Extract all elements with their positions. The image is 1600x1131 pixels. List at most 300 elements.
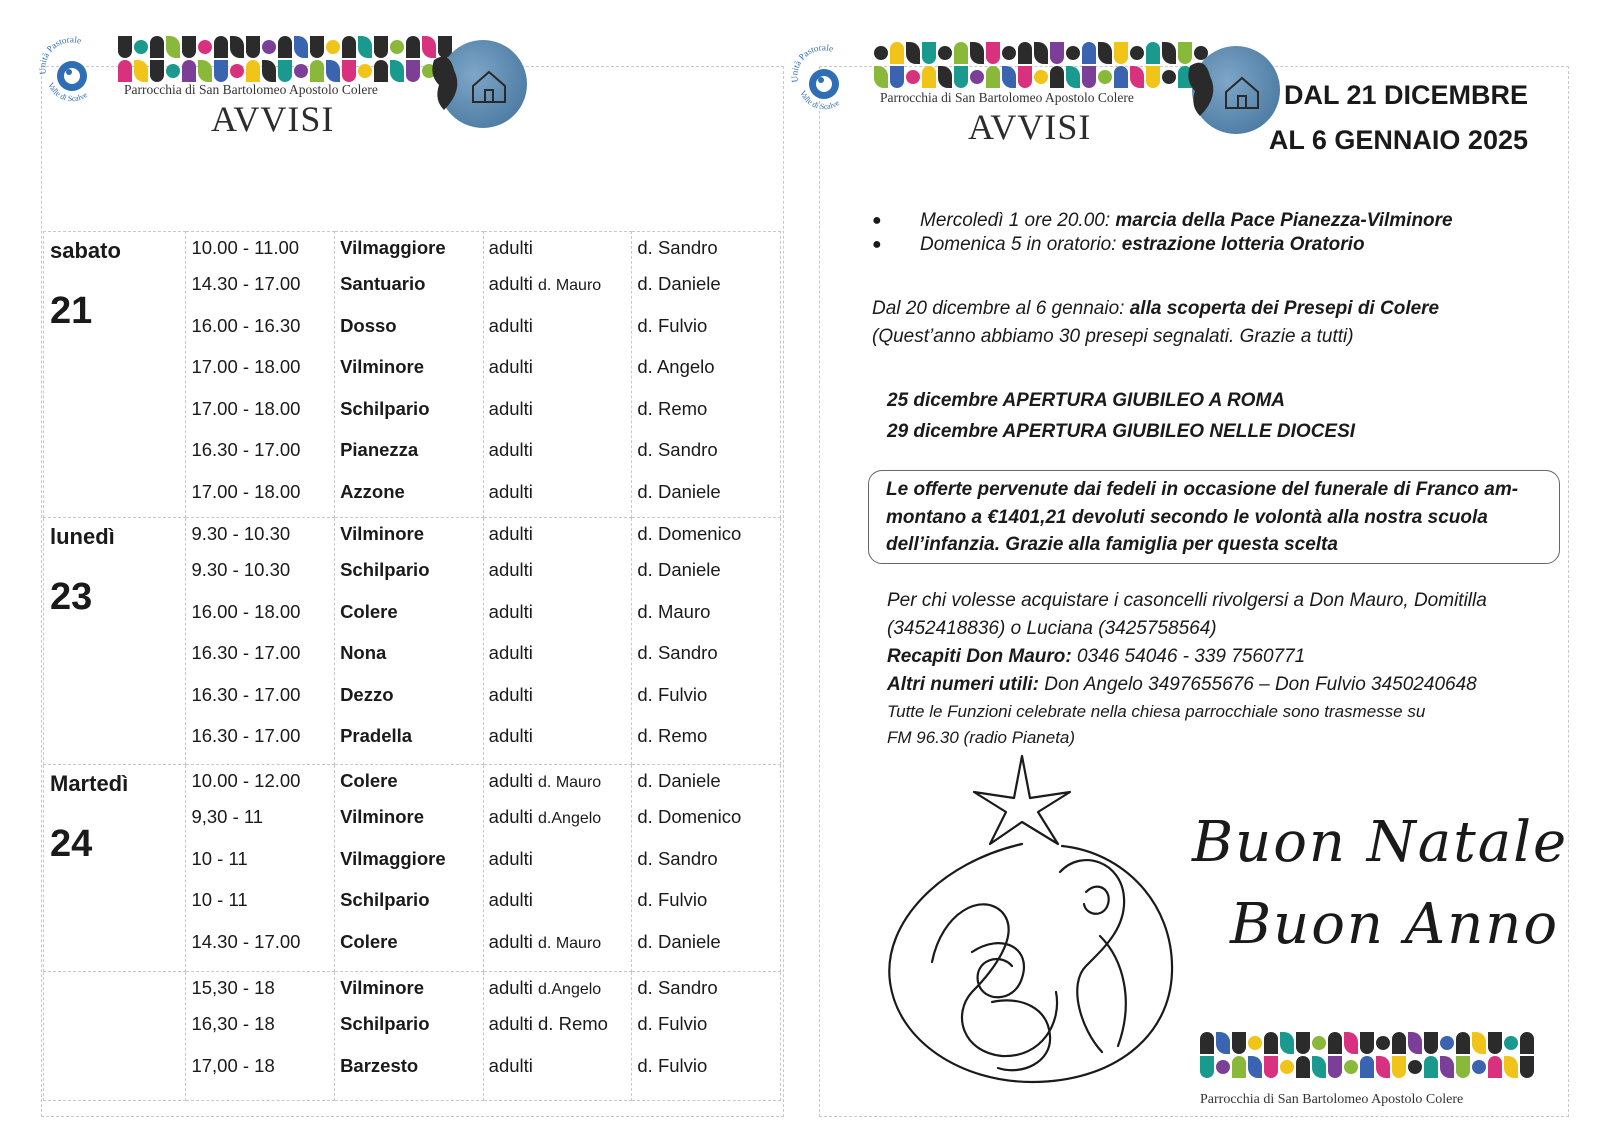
schedule-priest xyxy=(632,434,780,476)
notice-bullet-1-plain: Mercoledì 1 ore 20.00: xyxy=(920,210,1116,231)
pattern-tile xyxy=(262,60,276,82)
schedule-group-text: adulti xyxy=(488,480,533,502)
pattern-tile xyxy=(134,60,148,82)
schedule-place-text: Dosso xyxy=(340,314,397,336)
schedule-place-text: Vilminore xyxy=(340,523,425,544)
schedule-place xyxy=(335,393,483,435)
schedule-group xyxy=(484,765,632,801)
schedule-priest-text: d. Angelo xyxy=(637,356,715,377)
schedule-group xyxy=(484,476,632,518)
schedule-priest-text: d. Fulvio xyxy=(637,683,708,705)
pattern-tile xyxy=(1520,1032,1534,1054)
schedule-group xyxy=(484,720,632,762)
pattern-tile xyxy=(922,66,936,88)
schedule-place xyxy=(335,268,483,310)
schedule-priest-text: d. Fulvio xyxy=(637,1013,708,1034)
pattern-tile xyxy=(1248,1056,1262,1078)
pattern-tile xyxy=(1114,66,1128,88)
schedule-time xyxy=(186,884,334,926)
pattern-tile xyxy=(1146,42,1160,64)
schedule-time-text: 10 - 11 xyxy=(191,889,248,910)
schedule-group xyxy=(484,801,632,843)
schedule-day-row xyxy=(44,232,781,518)
schedule-priest xyxy=(632,1008,780,1050)
pattern-tile xyxy=(150,36,164,58)
schedule-group xyxy=(484,884,632,926)
schedule-priest-text: d. Sandro xyxy=(637,642,718,663)
schedule-priest xyxy=(632,554,780,596)
pattern-tile xyxy=(1162,70,1176,84)
schedule-place xyxy=(335,351,483,393)
pattern-tile xyxy=(246,36,260,58)
pattern-tile xyxy=(1440,1056,1454,1078)
schedule-priest-text: d. Fulvio xyxy=(637,1054,708,1076)
pattern-tile xyxy=(326,40,340,54)
schedule-priest xyxy=(632,596,780,638)
schedule-priest-text: d. Fulvio xyxy=(637,889,708,910)
pattern-tile xyxy=(1130,46,1144,60)
pattern-tile xyxy=(118,60,132,82)
schedule-time xyxy=(186,434,334,476)
footer-parish-name: Parrocchia di San Bartolomeo Apostolo Colere xyxy=(1200,1092,1464,1107)
schedule-time xyxy=(186,720,334,762)
pattern-tile xyxy=(1248,1036,1262,1050)
schedule-priest xyxy=(632,679,780,721)
pattern-tile xyxy=(166,64,180,78)
pattern-tile xyxy=(1066,66,1080,88)
schedule-group-text: adulti xyxy=(488,930,533,952)
schedule-priest xyxy=(632,518,780,554)
schedule-place-text: Vilminore xyxy=(340,806,425,827)
giubileo-diocesi xyxy=(887,421,1355,443)
pattern-tile xyxy=(182,36,196,58)
pattern-tile xyxy=(1050,66,1064,88)
pattern-tile xyxy=(246,60,260,82)
schedule-time xyxy=(186,554,334,596)
pattern-tile xyxy=(1408,1060,1422,1074)
schedule-time xyxy=(186,1008,334,1050)
pattern-tile xyxy=(874,46,888,60)
pattern-tile xyxy=(1504,1056,1518,1078)
schedule-group xyxy=(484,310,632,352)
schedule-priest-text: d. Domenico xyxy=(637,523,742,544)
schedule-group xyxy=(484,596,632,638)
schedule-time xyxy=(186,765,334,801)
pattern-tile xyxy=(118,36,132,58)
schedule-day-row xyxy=(44,765,781,972)
schedule-time xyxy=(186,637,334,679)
pattern-tile xyxy=(1312,1036,1326,1050)
schedule-place-text: Dezzo xyxy=(340,683,394,705)
pattern-tile xyxy=(1440,1036,1454,1050)
schedule-day-row xyxy=(44,518,781,765)
pattern-row xyxy=(118,60,458,82)
schedule-time xyxy=(186,393,334,435)
schedule-place-text: Pianezza xyxy=(340,439,419,460)
schedule-group-note: d. Mauro xyxy=(538,277,602,294)
pattern-tile xyxy=(1082,66,1096,88)
pattern-tile xyxy=(1472,1032,1486,1054)
schedule-time xyxy=(186,310,334,352)
footer-pattern xyxy=(1200,1032,1536,1078)
pattern-tile xyxy=(134,40,148,54)
pattern-tile xyxy=(1344,1060,1358,1074)
pattern-tile xyxy=(390,40,404,54)
pattern-tile xyxy=(874,66,888,88)
pattern-row xyxy=(118,36,458,58)
giubileo-roma xyxy=(887,390,1285,412)
offer-line-3: dell’infanzia. Grazie alla famiglia per questa scelta xyxy=(886,534,1338,555)
pattern-tile xyxy=(1232,1056,1246,1078)
schedule-priest xyxy=(632,843,780,885)
schedule-group-text: adulti d. Remo xyxy=(488,1013,608,1034)
pattern-tile xyxy=(294,36,308,58)
pattern-tile xyxy=(1082,42,1096,64)
recapiti-label: Recapiti Don Mauro: xyxy=(887,646,1072,667)
schedule-place xyxy=(335,1008,483,1050)
schedule-priest-text: d. Fulvio xyxy=(637,314,708,336)
pattern-tile xyxy=(326,60,340,82)
schedule-place-text: Azzone xyxy=(340,480,405,502)
schedule-time xyxy=(186,232,334,268)
schedule-time-text: 17.00 - 18.00 xyxy=(191,356,301,377)
schedule-place xyxy=(335,637,483,679)
pattern-tile xyxy=(1034,42,1048,64)
pattern-tile xyxy=(230,64,244,78)
pattern-tile xyxy=(166,36,180,58)
pattern-tile xyxy=(150,60,164,82)
day-cell xyxy=(44,765,186,972)
pattern-tile xyxy=(358,36,372,58)
schedule-priest-text: d. Remo xyxy=(637,397,708,419)
day-number: 24 xyxy=(50,823,93,865)
schedule-place xyxy=(335,554,483,596)
recapiti-value: 0346 54046 - 339 7560771 xyxy=(1071,646,1306,667)
day-cell xyxy=(44,972,186,1101)
schedule-place xyxy=(335,884,483,926)
day-number: 21 xyxy=(50,290,93,332)
pattern-tile xyxy=(1034,70,1048,84)
offer-line-2: montano a €1401,21 devoluti secondo le volontà alla nostra scuola xyxy=(886,506,1488,528)
schedule-group-text: adulti xyxy=(488,1054,533,1076)
pattern-row xyxy=(1200,1032,1536,1054)
schedule-priest xyxy=(632,801,780,843)
pattern-tile xyxy=(890,66,904,88)
schedule-time-text: 10.00 - 11.00 xyxy=(191,237,300,258)
schedule-place xyxy=(335,434,483,476)
notice-bullet-2 xyxy=(920,234,1365,256)
schedule-time xyxy=(186,679,334,721)
pattern-tile xyxy=(182,60,196,82)
schedule-group-text: adulti xyxy=(488,559,533,580)
group-column-cell xyxy=(483,972,632,1101)
pattern-tile xyxy=(1504,1036,1518,1050)
pattern-tile xyxy=(1360,1032,1374,1054)
logo-arc-bottom-right: Valle di Scalve xyxy=(798,89,841,112)
schedule-time-text: 9.30 - 10.30 xyxy=(191,523,291,544)
schedule-priest-text: d. Daniele xyxy=(637,273,721,294)
schedule-group-text: adulti xyxy=(488,847,533,869)
schedule-time xyxy=(186,476,334,518)
schedule-time xyxy=(186,1050,334,1092)
left-header-pattern xyxy=(118,36,458,82)
pattern-tile xyxy=(1328,1056,1342,1078)
pattern-tile xyxy=(906,42,920,64)
schedule-place-text: Colere xyxy=(340,930,398,952)
pattern-tile xyxy=(374,60,388,82)
schedule-place-text: Schilpario xyxy=(340,889,430,910)
presepi-plain: Dal 20 dicembre al 6 gennaio: xyxy=(872,298,1130,319)
pattern-tile xyxy=(1066,46,1080,60)
schedule-priest-text: d. Sandro xyxy=(637,847,718,869)
schedule-group xyxy=(484,1008,632,1050)
presepi-note: (Quest’anno abbiamo 30 presepi segnalati. Grazie a tutti) xyxy=(872,326,1354,347)
schedule-place-text: Nona xyxy=(340,642,387,663)
schedule-place xyxy=(335,765,483,801)
schedule-place xyxy=(335,310,483,352)
radio-line-2: FM 96.30 (radio Pianeta) xyxy=(887,728,1076,747)
place-column-cell xyxy=(335,765,484,972)
schedule-time-text: 16,30 - 18 xyxy=(191,1013,275,1034)
pattern-tile xyxy=(1098,42,1112,64)
schedule-place-text: Schilpario xyxy=(340,397,430,419)
schedule-priest-text: d. Daniele xyxy=(637,480,721,502)
pattern-tile xyxy=(986,42,1000,64)
pattern-tile xyxy=(406,36,420,58)
unita-pastorale-logo-icon-right xyxy=(788,44,858,114)
schedule-place xyxy=(335,926,483,968)
logo-arc-bottom: Valle di Scalve xyxy=(46,81,89,104)
schedule-group xyxy=(484,554,632,596)
schedule-group-text: adulti xyxy=(488,725,533,746)
pattern-tile xyxy=(198,40,212,54)
pattern-tile xyxy=(1312,1056,1326,1078)
schedule-place-text: Colere xyxy=(340,770,398,791)
schedule-time xyxy=(186,972,334,1008)
recapiti-don-mauro xyxy=(887,646,1305,668)
schedule-time xyxy=(186,268,334,310)
pattern-tile xyxy=(970,42,984,64)
schedule-group xyxy=(484,637,632,679)
schedule-time-text: 14.30 - 17.00 xyxy=(191,930,301,952)
schedule-group xyxy=(484,679,632,721)
pattern-tile xyxy=(1376,1036,1390,1050)
schedule-group xyxy=(484,1050,632,1092)
pattern-row xyxy=(874,42,1214,64)
pattern-tile xyxy=(262,40,276,54)
schedule-time-text: 14.30 - 17.00 xyxy=(191,273,301,294)
schedule-group-note: d.Angelo xyxy=(538,810,602,827)
priest-column-cell xyxy=(632,232,781,518)
schedule-group-text: adulti xyxy=(488,273,533,294)
pattern-tile xyxy=(1098,70,1112,84)
schedule-time-text: 17.00 - 18.00 xyxy=(191,397,301,419)
pattern-tile xyxy=(1216,1032,1230,1054)
pattern-tile xyxy=(1360,1056,1374,1078)
right-parish-name: Parrocchia di San Bartolomeo Apostolo Colere xyxy=(880,90,1134,105)
pattern-tile xyxy=(342,60,356,82)
schedule-time-text: 16.30 - 17.00 xyxy=(191,439,301,460)
date-range-line2: AL 6 GENNAIO 2025 xyxy=(1268,125,1528,155)
schedule-place-text: Vilminore xyxy=(340,356,425,377)
pattern-tile xyxy=(230,36,244,58)
pattern-tile xyxy=(1114,42,1128,64)
bullet-dot-1: ● xyxy=(872,212,882,229)
time-column-cell xyxy=(186,972,335,1101)
schedule-place-text: Santuario xyxy=(340,273,426,294)
pattern-tile xyxy=(198,60,212,82)
logo-arc-top-right: Unità Pastorale xyxy=(789,44,835,83)
pattern-tile xyxy=(1264,1056,1278,1078)
schedule-priest xyxy=(632,310,780,352)
pattern-tile xyxy=(1392,1056,1406,1078)
schedule-place xyxy=(335,476,483,518)
bullet-dot-2: ● xyxy=(872,236,882,253)
altri-numeri xyxy=(887,674,1477,696)
schedule-priest-text: d. Sandro xyxy=(637,977,718,998)
schedule-time xyxy=(186,926,334,968)
time-column-cell xyxy=(186,765,335,972)
schedule-group xyxy=(484,268,632,310)
pattern-tile xyxy=(906,70,920,84)
pattern-tile xyxy=(1424,1056,1438,1078)
schedule-group-text: adulti xyxy=(488,523,533,544)
schedule-group-text: adulti xyxy=(488,806,533,827)
pattern-tile xyxy=(1050,42,1064,64)
pattern-tile xyxy=(954,42,968,64)
pattern-tile xyxy=(1002,66,1016,88)
pattern-tile xyxy=(1408,1032,1422,1054)
pattern-tile xyxy=(1376,1056,1390,1078)
schedule-group-text: adulti xyxy=(488,889,533,910)
group-column-cell xyxy=(483,518,632,765)
schedule-priest xyxy=(632,351,780,393)
schedule-group-text: adulti xyxy=(488,642,533,663)
pattern-tile xyxy=(342,36,356,58)
pattern-tile xyxy=(1018,42,1032,64)
pattern-tile xyxy=(1456,1032,1470,1054)
day-name: lunedì xyxy=(50,524,115,549)
schedule-group-text: adulti xyxy=(488,439,533,460)
schedule-time-text: 15,30 - 18 xyxy=(191,977,275,998)
schedule-priest-text: d. Domenico xyxy=(637,806,742,827)
place-column-cell xyxy=(335,232,484,518)
priest-column-cell xyxy=(632,518,781,765)
presepi-bold: alla scoperta dei Presepi di Colere xyxy=(1129,298,1440,319)
pattern-tile xyxy=(1456,1056,1470,1078)
pattern-tile xyxy=(1328,1032,1342,1054)
schedule-priest xyxy=(632,393,780,435)
pattern-tile xyxy=(1488,1032,1502,1054)
schedule-group xyxy=(484,393,632,435)
schedule-time-text: 16.30 - 17.00 xyxy=(191,683,301,705)
unita-pastorale-logo-icon xyxy=(36,36,106,106)
schedule-group-note: d. Mauro xyxy=(538,934,602,952)
pattern-tile xyxy=(954,66,968,88)
priest-column-cell xyxy=(632,972,781,1101)
schedule-time-text: 16.30 - 17.00 xyxy=(191,725,301,746)
schedule-place-text: Vilmaggiore xyxy=(340,847,446,869)
offer-text xyxy=(886,476,1546,559)
day-cell xyxy=(44,518,186,765)
schedule-place-text: Pradella xyxy=(340,725,413,746)
pattern-tile xyxy=(1264,1032,1278,1054)
pattern-tile xyxy=(938,66,952,88)
pattern-tile xyxy=(214,36,228,58)
greeting-buon-anno: Buon Anno xyxy=(1230,892,1560,957)
day-name: Martedì xyxy=(50,771,129,796)
notice-bullet-1-bold: marcia della Pace Pianezza-Vilminore xyxy=(1115,210,1453,231)
schedule-priest xyxy=(632,268,780,310)
pattern-tile xyxy=(294,64,308,78)
schedule-priest-text: d. Remo xyxy=(637,725,708,746)
schedule-priest xyxy=(632,884,780,926)
schedule-time-text: 16.30 - 17.00 xyxy=(191,642,301,663)
schedule-priest-text: d. Sandro xyxy=(637,237,718,258)
schedule-group-note: d. Mauro xyxy=(538,774,602,791)
priest-column-cell xyxy=(632,765,781,972)
schedule-group xyxy=(484,518,632,554)
pattern-tile xyxy=(1296,1032,1310,1054)
schedule-place-text: Vilmaggiore xyxy=(340,237,446,258)
left-avvisi-title: AVVISI xyxy=(211,99,335,139)
schedule-time xyxy=(186,596,334,638)
group-column-cell xyxy=(483,765,632,972)
schedule-time xyxy=(186,518,334,554)
schedule-group xyxy=(484,351,632,393)
place-column-cell xyxy=(335,518,484,765)
pattern-tile xyxy=(310,60,324,82)
pattern-tile xyxy=(1216,1060,1230,1074)
greeting-buon-natale: Buon Natale xyxy=(1192,810,1569,875)
schedule-place xyxy=(335,1050,483,1092)
notice-bullet-2-plain: Domenica 5 in oratorio: xyxy=(920,234,1122,255)
schedule-priest-text: d. Mauro xyxy=(637,600,711,622)
day-cell xyxy=(44,232,186,518)
pattern-tile xyxy=(1392,1032,1406,1054)
time-column-cell xyxy=(186,232,335,518)
pattern-tile xyxy=(1520,1056,1534,1078)
schedule-priest xyxy=(632,926,780,968)
pattern-tile xyxy=(1018,66,1032,88)
schedule-group-text: adulti xyxy=(488,356,533,377)
schedule-time-text: 10 - 11 xyxy=(191,847,248,869)
schedule-priest-text: d. Daniele xyxy=(637,559,721,580)
schedule-priest xyxy=(632,637,780,679)
pattern-tile xyxy=(278,36,292,58)
schedule-time-text: 16.00 - 18.00 xyxy=(191,600,301,622)
schedule-group-text: adulti xyxy=(488,977,533,998)
schedule-priest xyxy=(632,972,780,1008)
pattern-tile xyxy=(374,36,388,58)
pattern-tile xyxy=(390,60,404,82)
pattern-tile xyxy=(1296,1056,1310,1078)
schedule-group xyxy=(484,434,632,476)
pattern-tile xyxy=(890,42,904,64)
schedule-priest xyxy=(632,232,780,268)
pattern-row xyxy=(874,66,1214,88)
offer-line-1: Le offerte pervenute dai fedeli in occasione del funerale di Franco am- xyxy=(886,479,1519,500)
schedule-group-text: adulti xyxy=(488,683,533,705)
pattern-tile xyxy=(1280,1032,1294,1054)
logo-arc-top: Unità Pastorale xyxy=(37,36,83,75)
pattern-tile xyxy=(406,60,420,82)
notice-bullet-1 xyxy=(920,210,1453,232)
date-range-line1: DAL 21 DICEMBRE xyxy=(1283,80,1528,110)
pattern-tile xyxy=(938,46,952,60)
giubileo-diocesi-text: 29 dicembre APERTURA GIUBILEO NELLE DIOCESI xyxy=(887,421,1356,442)
schedule-priest xyxy=(632,720,780,762)
